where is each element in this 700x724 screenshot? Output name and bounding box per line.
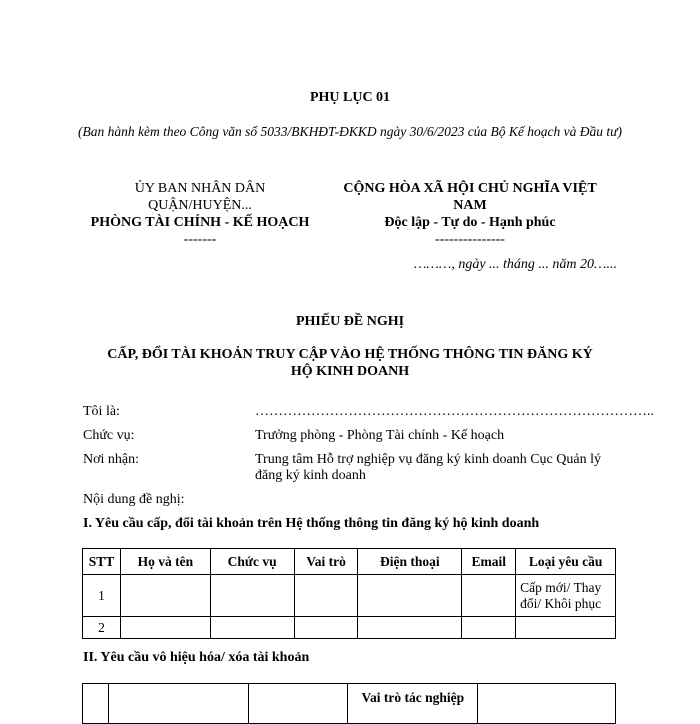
deactivate-table bbox=[82, 683, 616, 724]
col-header-role: Vai trò bbox=[294, 549, 358, 575]
form-title: PHIẾU ĐỀ NGHỊ bbox=[295, 314, 405, 329]
form-subtitle-line1: CẤP, ĐỔI TÀI KHOẢN TRUY CẬP VÀO HỆ THỐNG THÔNG TIN ĐĂNG KÝ bbox=[107, 347, 593, 362]
right-header-line1: CỘNG HÒA XÃ HỘI CHỦ NGHĨA VIỆT bbox=[343, 181, 597, 196]
table2-col-header bbox=[108, 684, 248, 724]
cell-role[interactable] bbox=[294, 617, 358, 639]
field-value-position: Trưởng phòng - Phòng Tài chính - Kế hoạch bbox=[255, 428, 505, 443]
request-table bbox=[82, 548, 616, 639]
table2-col-header bbox=[248, 684, 348, 724]
right-header bbox=[320, 180, 620, 248]
section2-title: II. Yêu cầu vô hiệu hóa/ xóa tài khoản bbox=[83, 650, 310, 665]
cell-name[interactable] bbox=[120, 575, 210, 617]
cell-request-type[interactable] bbox=[516, 617, 616, 639]
left-header-line2: QUẬN/HUYỆN... bbox=[148, 198, 252, 213]
left-header-rule: ------- bbox=[183, 232, 217, 247]
cell-phone[interactable] bbox=[358, 617, 462, 639]
cell-email[interactable] bbox=[462, 617, 516, 639]
cell-name[interactable] bbox=[120, 617, 210, 639]
col-header-position: Chức vụ bbox=[210, 549, 294, 575]
col-header-name: Họ và tên bbox=[120, 549, 210, 575]
cell-stt: 1 bbox=[83, 575, 121, 617]
table2-header-row bbox=[83, 684, 616, 724]
cell-phone[interactable] bbox=[358, 575, 462, 617]
cell-position[interactable] bbox=[210, 575, 294, 617]
field-label-recipient: Nơi nhận: bbox=[83, 452, 140, 467]
form-subtitle-line2: HỘ KINH DOANH bbox=[290, 364, 410, 379]
table-row bbox=[83, 575, 616, 617]
left-header-line1: ỦY BAN NHÂN DÂN bbox=[134, 181, 266, 196]
issued-note: (Ban hành kèm theo Công văn số 5033/BKHĐT-ĐKKD ngày 30/6/2023 của Bộ Kế hoạch và Đầu tư) bbox=[77, 124, 623, 139]
col-header-request-type: Loại yêu cầu bbox=[516, 549, 616, 575]
right-header-rule: --------------- bbox=[435, 232, 505, 247]
right-header-line3: Độc lập - Tự do - Hạnh phúc bbox=[384, 215, 556, 230]
field-label-position: Chức vụ: bbox=[83, 428, 135, 443]
cell-stt: 2 bbox=[83, 617, 121, 639]
cell-email[interactable] bbox=[462, 575, 516, 617]
table2-col-header bbox=[83, 684, 109, 724]
field-value-recipient: Trung tâm Hỗ trợ nghiệp vụ đăng ký kinh doanh Cục Quản lý đăng ký kinh doanh bbox=[255, 452, 601, 483]
field-value-name: ………………………………………………………………………….. bbox=[255, 404, 654, 419]
field-label-name: Tôi là: bbox=[83, 404, 120, 419]
col-header-phone: Điện thoại bbox=[358, 549, 462, 575]
form-subtitle bbox=[60, 346, 640, 380]
col-header-email: Email bbox=[462, 549, 516, 575]
section1-title: I. Yêu cầu cấp, đổi tài khoản trên Hệ thống thông tin đăng ký hộ kinh doanh bbox=[83, 516, 540, 531]
date-line: ………, ngày ... tháng ... năm 20…... bbox=[413, 257, 617, 272]
table2-col-header bbox=[478, 684, 616, 724]
table-row bbox=[83, 617, 616, 639]
left-header bbox=[75, 180, 325, 248]
col-header-stt: STT bbox=[83, 549, 121, 575]
cell-position[interactable] bbox=[210, 617, 294, 639]
cell-request-type[interactable]: Cấp mới/ Thay đổi/ Khôi phục bbox=[516, 575, 616, 617]
left-header-line3: PHÒNG TÀI CHÍNH - KẾ HOẠCH bbox=[90, 215, 310, 230]
annex-title: PHỤ LỤC 01 bbox=[309, 90, 391, 105]
right-header-line2: NAM bbox=[453, 198, 487, 213]
cell-role[interactable] bbox=[294, 575, 358, 617]
table-header-row bbox=[83, 549, 616, 575]
table2-col-header-role: Vai trò tác nghiệp bbox=[348, 684, 478, 724]
content-label: Nội dung đề nghị: bbox=[83, 492, 185, 507]
